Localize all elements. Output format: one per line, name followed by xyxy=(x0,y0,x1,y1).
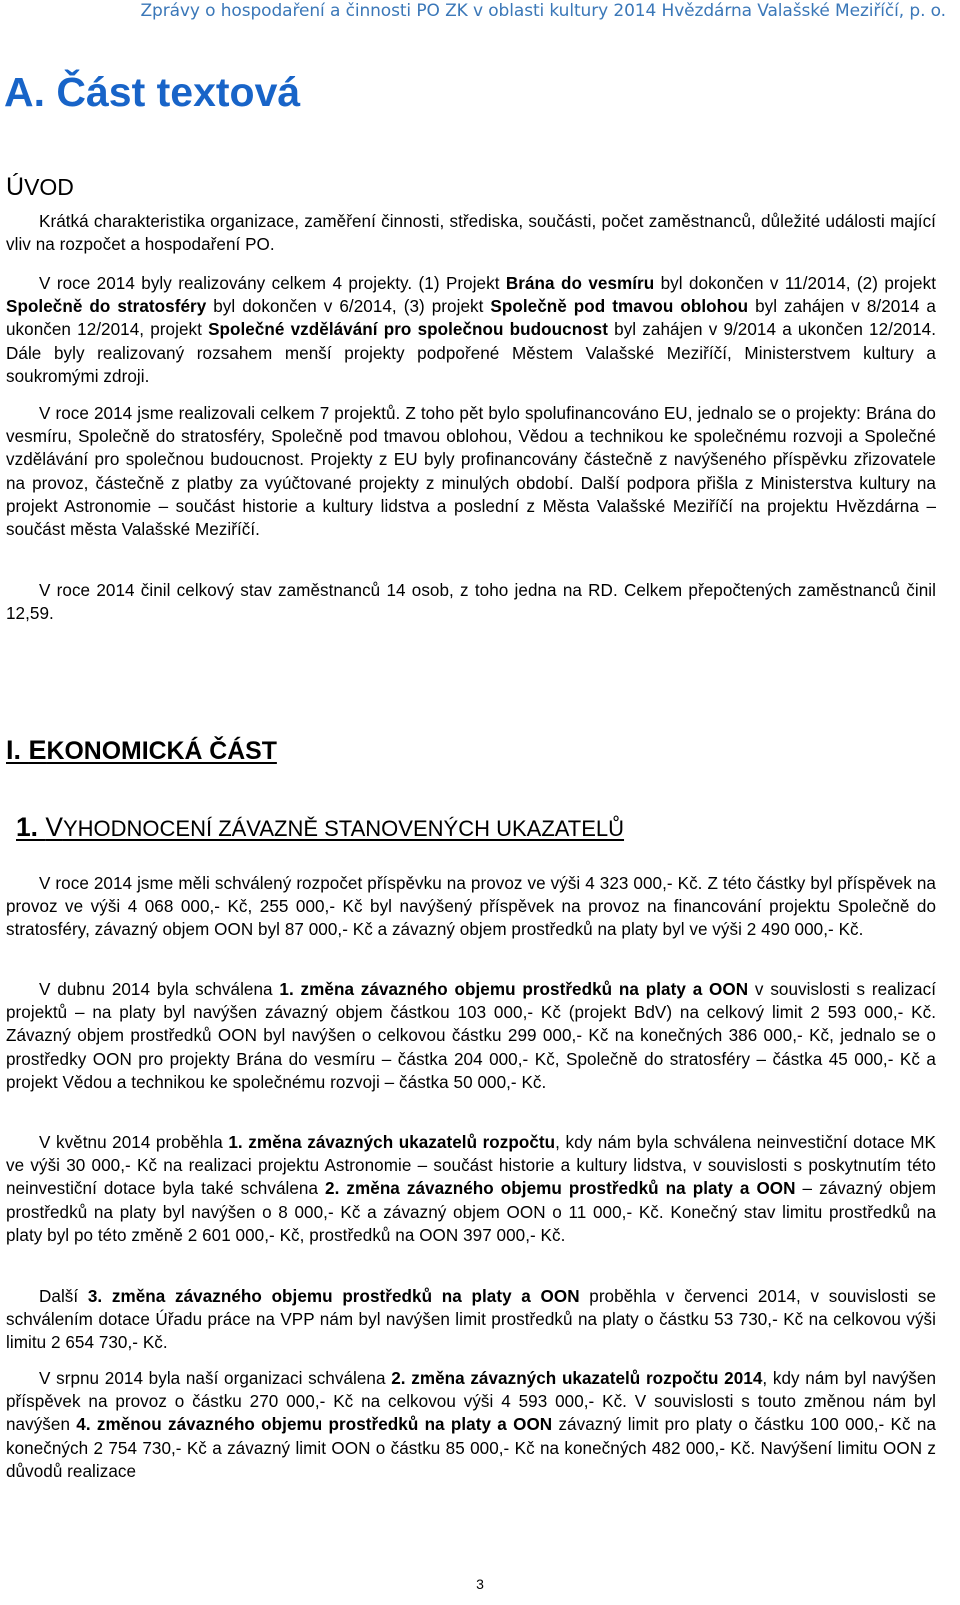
part-title: A. Část textová xyxy=(4,69,301,115)
econ-paragraph-budget: V roce 2014 jsme měli schválený rozpočet příspěvku na provoz ve výši 4 323 000,- Kč. Z této částky byl příspěvek na provoz ve výši 4 068 000,- Kč, 255 000,- Kč byl navýšený příspěvek na provoz na financování projektu Společně do stratosféry, závazný objem OON byl 87 000,- Kč a závazný objem prostředků na platy byl ve výši 2 490 000,- Kč. xyxy=(6,874,936,940)
project-name: Společně pod tmavou oblohou xyxy=(490,297,749,317)
econ-paragraph-july-change: Další 3. změna závazného objemu prostředků na platy a OON proběhla v červenci 2014, v souvislosti se schválením dotace Úřadu práce na VPP nám byl navýšen limit prostředků na platy o částku 53 730,- Kč na celkovou výši limitu 2 654 730,- Kč. xyxy=(6,1287,936,1353)
change-title: 3. změna závazného objemu prostředků na platy a OON xyxy=(87,1287,580,1306)
running-header: Zprávy o hospodaření a činnosti PO ZK v oblasti kultury 2014 Hvězdárna Valašské Meziříčí, p. o. xyxy=(140,1,946,21)
intro-paragraph-projects: V roce 2014 byly realizovány celkem 4 projekty. (1) Projekt Brána do vesmíru byl dokončen v 11/2014, (2) projekt Společně do stratosféry byl dokončen v 6/2014, (3) projekt Společně pod tmavou oblohou byl zahájen v 8/2014 a ukončen 12/2014, projekt Společné vzdělávání pro společnou budoucnost byl zahájen v 9/2014 a ukončen 12/2014. Dále byly realizovaný rozsahem menší projekty podpořené Městem Valašské Meziříčí, Ministerstvem kultury a soukromými zdroji. xyxy=(6,274,937,386)
change-title: 2. změna závazného objemu prostředků na platy a OON xyxy=(325,1179,796,1199)
intro-paragraph-characteristics: Krátká charakteristika organizace, zaměření činnosti, střediska, součásti, počet zaměstnanců, důležité události mající vliv na rozpočet a hospodaření PO. xyxy=(6,212,936,255)
intro-paragraph-project-funding: V roce 2014 jsme realizovali celkem 7 projektů. Z toho pět bylo spolufinancováno EU, jednalo se o projekty: Brána do vesmíru, Společně do stratosféry, Společně pod tmavou oblohou, Vědou a technikou ke společnému rozvoji a Společné vzdělávání pro společnou budoucnost. Projekty z EU byly profinancovány částečně z navýšeného příspěvku zřizovatele na provoz, částečně z platby za vyúčtované projekty z minulých období. Další podpora přišla z Ministerstva kultury na projekt Astronomie – součást historie a kultury lidstva a poslední z Města Valašské Meziříčí na projektu Hvězdárna – součást města Valašské Meziříčí. xyxy=(6,404,936,540)
intro-paragraph-employees: V roce 2014 činil celkový stav zaměstnanců 14 osob, z toho jedna na RD. Celkem přepočtených zaměstnanců činil 12,59. xyxy=(6,581,936,624)
section-heading-economic: I. EKONOMICKÁ ČÁST xyxy=(6,735,277,765)
change-title: 1. změna závazných ukazatelů rozpočtu xyxy=(228,1133,556,1152)
project-name: Brána do vesmíru xyxy=(505,274,655,293)
project-name: Společné vzdělávání pro společnou budoucnost xyxy=(208,320,608,340)
econ-paragraph-may-change: V květnu 2014 proběhla 1. změna závazných ukazatelů rozpočtu, kdy nám byla schválena neinvestiční dotace MK ve výši 30 000,- Kč na realizaci projektu Astronomie – součást historie a kultury lidstva, v souvislosti s poskytnutím této neinvestiční dotace byla také schválena 2. změna závazného objemu prostředků na platy a OON – závazný objem prostředků na platy byl navýšen o 8 000,- Kč a závazný objem OON o 11 000,- Kč. Konečný stav limitu prostředků na platy byl po této změně 2 601 000,- Kč, prostředků na OON 397 000,- Kč. xyxy=(6,1133,937,1245)
subsection-heading-indicators: 1. VYHODNOCENÍ ZÁVAZNĚ STANOVENÝCH UKAZATELŮ xyxy=(16,812,625,842)
change-title: 4. změnou závazného objemu prostředků na platy a OON xyxy=(76,1415,553,1435)
intro-heading-initial: Ú xyxy=(6,173,25,201)
project-name: Společně do stratosféry xyxy=(6,297,207,317)
econ-paragraph-august-change: V srpnu 2014 byla naší organizaci schválena 2. změna závazných ukazatelů rozpočtu 2014, kdy nám byl navýšen příspěvek na provoz o částku 270 000,- Kč na celkovou výši 4 593 000,- Kč. V souvislosti s touto změnou nám byl navýšen 4. změnou závazného objemu prostředků na platy a OON závazný limit pro platy o částku 100 000,- Kč na konečných 2 754 730,- Kč a závazný limit OON o částku 85 000,- Kč na konečných 482 000,- Kč. Navýšení limitu OON z důvodů realizace xyxy=(6,1369,937,1481)
intro-heading-rest: VOD xyxy=(24,174,74,200)
econ-paragraph-april-change: V dubnu 2014 byla schválena 1. změna závazného objemu prostředků na platy a OON v souvislosti s realizací projektů – na platy byl navýšen závazný objem částkou 103 000,- Kč (projekt BdV) na celkový limit 2 593 000,- Kč. Závazný objem prostředků OON byl navýšen o celkovou částku 299 000,- Kč na konečných 386 000,- Kč, jednalo se o prostředky OON pro projekty Brána do vesmíru – částka 204 000,- Kč, Společně do stratosféry – částka 45 000,- Kč a projekt Vědou a technikou ke společnému rozvoji – částka 50 000,- Kč. xyxy=(6,980,936,1092)
intro-heading xyxy=(6,172,74,202)
page-number: 3 xyxy=(476,1576,484,1592)
change-title: 1. změna závazného objemu prostředků na platy a OON xyxy=(279,980,749,999)
change-title: 2. změna závazných ukazatelů rozpočtu 2014 xyxy=(391,1369,763,1388)
